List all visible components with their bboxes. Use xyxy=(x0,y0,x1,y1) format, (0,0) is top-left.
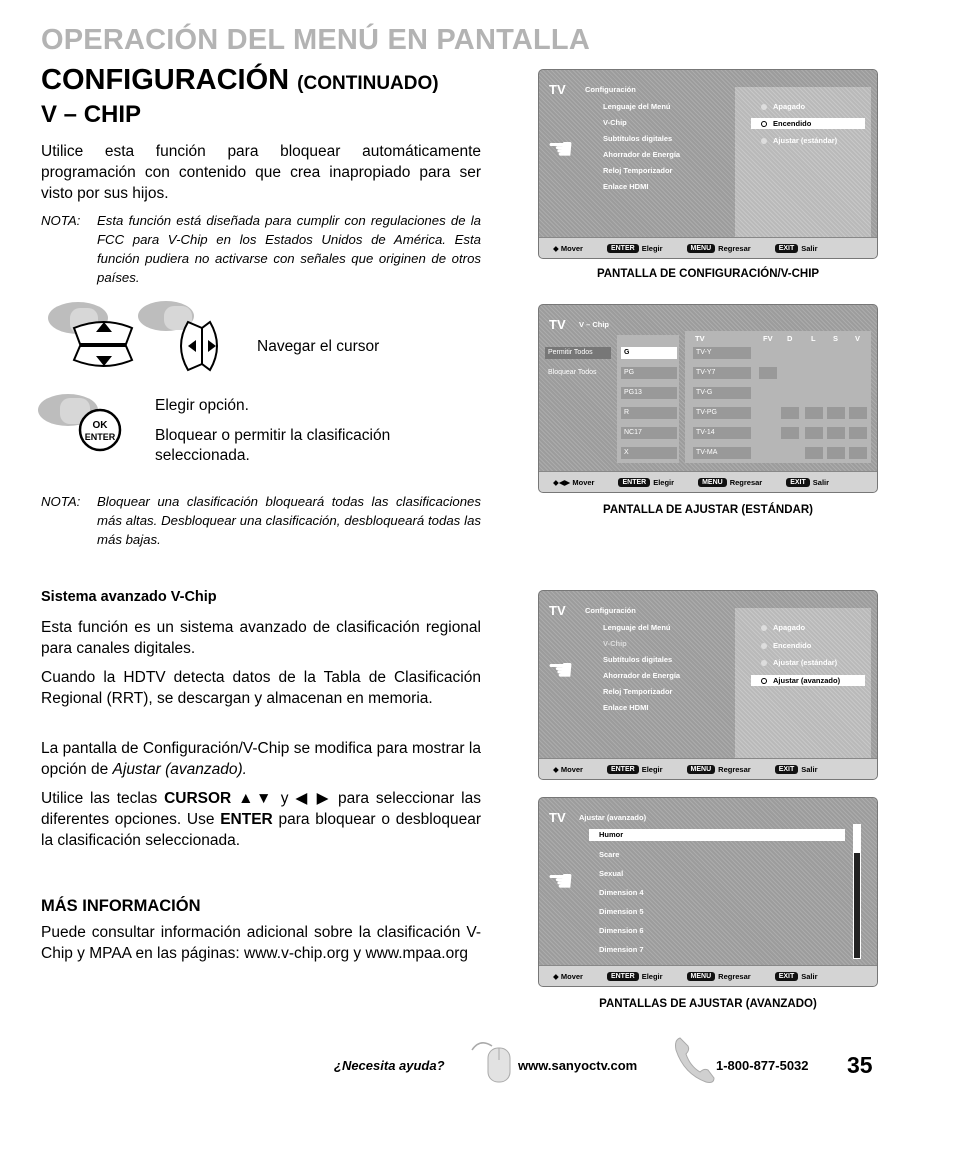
rating-tv-ma[interactable]: TV-MA xyxy=(693,447,751,459)
rating-tv-14[interactable]: TV-14 xyxy=(693,427,751,439)
elegir-text: Elegir opción. xyxy=(155,397,249,414)
footer-mover: Mover xyxy=(560,971,583,981)
footer-salir: Salir xyxy=(801,243,818,253)
radio-icon xyxy=(761,138,767,144)
menu-key: MENU xyxy=(687,244,716,253)
nota-2-text: Bloquear una clasificación bloqueará todas las clasificaciones más altas. Desbloquear una clasificación, desbloqueará todas las más bajas. xyxy=(97,494,481,547)
menu-item-ahorrador[interactable]: Ahorrador de Energía xyxy=(603,671,681,680)
option-ajustar-avanzado[interactable] xyxy=(751,675,865,686)
option-ajustar-estandar[interactable] xyxy=(761,136,837,145)
menu-item-vchip[interactable]: V-Chip xyxy=(603,118,627,127)
lock-icon[interactable] xyxy=(805,427,823,439)
nota-2 xyxy=(41,492,481,549)
enter-key: ENTER xyxy=(607,244,639,253)
enter-key: ENTER xyxy=(618,478,650,487)
updown-icon: ◆ xyxy=(553,971,561,981)
menu-item-ahorrador[interactable]: Ahorrador de Energía xyxy=(603,150,681,159)
mas-info-heading: MÁS INFORMACIÓN xyxy=(41,897,201,915)
config-title-text: CONFIGURACIÓN xyxy=(41,64,290,96)
footer-elegir: Elegir xyxy=(641,764,663,774)
rating-tv-pg[interactable]: TV-PG xyxy=(693,407,751,419)
col-l: L xyxy=(811,334,816,343)
navegar-text: Navegar el cursor xyxy=(257,338,380,355)
exit-key: EXIT xyxy=(775,244,799,253)
col-fv: FV xyxy=(763,334,773,343)
radio-selected-icon xyxy=(761,678,767,684)
option-label: Apagado xyxy=(773,623,806,632)
radio-icon xyxy=(761,643,767,649)
advanced-heading: Sistema avanzado V-Chip xyxy=(41,589,217,605)
menu-item-hdmi[interactable]: Enlace HDMI xyxy=(603,182,649,191)
menu-item-lenguaje[interactable]: Lenguaje del Menú xyxy=(603,102,671,111)
scrollbar[interactable] xyxy=(853,824,861,959)
dimension-6[interactable]: Dimension 6 xyxy=(599,926,644,935)
rating-tv-g[interactable]: TV-G xyxy=(693,387,751,399)
option-encendido[interactable] xyxy=(751,118,865,129)
nota-1-text: Esta función está diseñada para cumplir con regulaciones de la FCC para V-Chip en los Estados Unidos de América. Esta función pudiera no activarse con señales que originen de otros países. xyxy=(97,213,481,285)
updown-icon: ◆ xyxy=(553,764,561,774)
caption-config-vchip: PANTALLA DE CONFIGURACIÓN/V-CHIP xyxy=(596,268,820,280)
intro-paragraph: Utilice esta función para bloquear automáticamente programación con contenido que crea inapropiado para ser visto por sus hijos. xyxy=(41,143,481,202)
screen-title: Ajustar (avanzado) xyxy=(579,813,647,822)
option-ajustar-estandar[interactable] xyxy=(761,658,837,667)
menu-item-lenguaje[interactable]: Lenguaje del Menú xyxy=(603,623,671,632)
mas-info-text: Puede consultar información adicional sobre la clasificación V-Chip y MPAA en las páginas: www.v-chip.org y www.mpaa.org xyxy=(41,924,481,962)
advanced-p3-b: Ajustar (avanzado). xyxy=(112,761,247,778)
radio-icon xyxy=(761,660,767,666)
footer-regresar: Regresar xyxy=(718,243,751,253)
exit-key: EXIT xyxy=(775,972,799,981)
phone-number: 1-800-877-5032 xyxy=(716,1058,809,1073)
lock-icon[interactable] xyxy=(781,427,799,439)
option-label: Encendido xyxy=(773,641,812,650)
exit-key: EXIT xyxy=(775,765,799,774)
page-number: 35 xyxy=(847,1052,873,1078)
nota-1 xyxy=(41,211,481,287)
caption-vchip-standard: PANTALLA DE AJUSTAR (ESTÁNDAR) xyxy=(603,504,813,516)
menu-item-vchip[interactable]: V-Chip xyxy=(603,639,627,648)
footer-elegir: Elegir xyxy=(653,477,675,487)
col-d: D xyxy=(787,334,793,343)
radio-icon xyxy=(761,625,767,631)
dimension-4[interactable]: Dimension 4 xyxy=(599,888,644,897)
hand-menu-icon: ☚ xyxy=(547,865,574,898)
config-title xyxy=(41,64,439,97)
bloquear-text: Bloquear o permitir la clasificación seleccionada. xyxy=(155,427,391,464)
radio-selected-icon xyxy=(761,121,767,127)
footer-salir: Salir xyxy=(801,971,818,981)
dimension-humor[interactable]: Humor xyxy=(589,829,845,841)
exit-key: EXIT xyxy=(786,478,810,487)
advanced-p4-f: ENTER xyxy=(220,811,273,828)
updown-icon: ◆ xyxy=(553,243,561,253)
ok-key-label: OK xyxy=(92,420,108,431)
rating-g[interactable]: G xyxy=(621,347,677,359)
caption-advanced: PANTALLAS DE AJUSTAR (AVANZADO) xyxy=(599,998,817,1010)
col-tv: TV xyxy=(695,334,705,343)
advanced-p3 xyxy=(41,738,481,780)
rating-tv-y7[interactable]: TV-Y7 xyxy=(693,367,751,379)
lock-icon[interactable] xyxy=(849,407,867,419)
fv-cell[interactable] xyxy=(759,367,777,379)
dimension-sexual[interactable]: Sexual xyxy=(599,869,624,878)
screen-title: Configuración xyxy=(585,85,636,94)
advanced-p4 xyxy=(41,788,481,851)
advanced-p3-a: La pantalla de Configuración/V-Chip se modifica para mostrar la opción de xyxy=(41,740,481,778)
screen-footer xyxy=(539,758,877,779)
menu-key: MENU xyxy=(698,478,727,487)
footer-mover: Mover xyxy=(572,477,595,487)
advanced-p4-c: y xyxy=(273,790,296,807)
menu-item-reloj[interactable]: Reloj Temporizador xyxy=(603,166,673,175)
menu-key: MENU xyxy=(687,972,716,981)
screen-title: Configuración xyxy=(585,606,636,615)
advanced-p2: Cuando la HDTV detecta datos de la Tabla de Clasificación Regional (RRT), se descargan y almacenan en memoria. xyxy=(41,669,481,707)
advanced-p1: Esta función es un sistema avanzado de clasificación regional para canales digitales. xyxy=(41,619,481,657)
hand-menu-icon: ☚ xyxy=(547,133,574,166)
rating-pg13[interactable]: PG13 xyxy=(621,387,677,399)
hand-menu-icon: ☚ xyxy=(547,654,574,687)
enter-key: ENTER xyxy=(607,765,639,774)
advanced-p4-b: CURSOR ▲▼ xyxy=(164,790,274,807)
enter-key: ENTER xyxy=(607,972,639,981)
screen-footer xyxy=(539,237,877,258)
advanced-p4-a: Utilice las teclas xyxy=(41,790,165,807)
bloquear-todos-button[interactable]: Bloquear Todos xyxy=(548,369,597,376)
permitir-todos-button[interactable]: Permitir Todos xyxy=(545,347,611,359)
menu-item-hdmi[interactable]: Enlace HDMI xyxy=(603,703,649,712)
advanced-p4-e: para seleccionar las diferentes opciones. Use xyxy=(41,790,481,828)
footer-mover: Mover xyxy=(560,764,583,774)
col-s: S xyxy=(833,334,839,343)
lock-icon[interactable] xyxy=(849,447,867,459)
rating-r[interactable]: R xyxy=(621,407,677,419)
section-title: OPERACIÓN DEL MENÚ EN PANTALLA xyxy=(41,24,590,56)
cursor-keys-illustration xyxy=(36,298,236,380)
nota-1-label: NOTA: xyxy=(41,213,81,228)
lock-icon[interactable] xyxy=(827,427,845,439)
footer-elegir: Elegir xyxy=(641,243,663,253)
four-way-icon: ◆◀▶ xyxy=(553,477,573,487)
mouse-icon xyxy=(470,1036,514,1084)
lock-icon[interactable] xyxy=(805,447,823,459)
option-label: Apagado xyxy=(773,102,806,111)
radio-icon xyxy=(761,104,767,110)
dimension-scare[interactable]: Scare xyxy=(599,850,620,859)
screen-advanced-list xyxy=(538,797,878,987)
dimension-7[interactable]: Dimension 7 xyxy=(599,945,644,954)
footer-regresar: Regresar xyxy=(718,971,751,981)
option-label: Ajustar (estándar) xyxy=(773,658,838,667)
lock-icon[interactable] xyxy=(849,427,867,439)
rating-pg[interactable]: PG xyxy=(621,367,677,379)
rating-nc17[interactable]: NC17 xyxy=(621,427,677,439)
footer-salir: Salir xyxy=(801,764,818,774)
option-encendido[interactable] xyxy=(761,641,811,650)
tv-logo: TV xyxy=(549,82,566,97)
vchip-title: V – CHIP xyxy=(41,101,142,128)
menu-item-reloj[interactable]: Reloj Temporizador xyxy=(603,687,673,696)
config-title-suffix: (CONTINUADO) xyxy=(297,73,439,94)
option-label: Ajustar (estándar) xyxy=(773,136,838,145)
website-link[interactable]: www.sanyoctv.com xyxy=(518,1058,638,1073)
tv-logo: TV xyxy=(549,810,566,825)
footer-mover: Mover xyxy=(560,243,583,253)
tv-logo: TV xyxy=(549,603,566,618)
screen-footer xyxy=(539,965,877,986)
ok-enter-illustration xyxy=(34,388,124,452)
scrollbar-thumb[interactable] xyxy=(854,825,860,853)
lock-icon[interactable] xyxy=(805,407,823,419)
option-apagado[interactable] xyxy=(761,102,805,111)
menu-item-subtitulos[interactable]: Subtítulos digitales xyxy=(603,134,673,143)
footer-elegir: Elegir xyxy=(641,971,663,981)
screen-vchip-standard xyxy=(538,304,878,493)
lock-icon[interactable] xyxy=(827,447,845,459)
screen-title: V – Chip xyxy=(579,320,610,329)
screen-config-advanced xyxy=(538,590,878,780)
option-label: Ajustar (avanzado) xyxy=(773,676,841,685)
option-label: Encendido xyxy=(773,119,812,128)
screen-config-vchip xyxy=(538,69,878,259)
lock-icon[interactable] xyxy=(827,407,845,419)
phone-icon xyxy=(672,1034,716,1086)
rating-tv-y[interactable]: TV-Y xyxy=(693,347,751,359)
lock-icon[interactable] xyxy=(781,407,799,419)
enter-key-label: ENTER xyxy=(84,432,116,442)
col-v: V xyxy=(855,334,861,343)
footer-regresar: Regresar xyxy=(718,764,751,774)
option-apagado[interactable] xyxy=(761,623,805,632)
screen-footer xyxy=(539,471,877,492)
help-text: ¿Necesita ayuda? xyxy=(334,1058,445,1073)
footer-regresar: Regresar xyxy=(729,477,763,487)
menu-key: MENU xyxy=(687,765,716,774)
advanced-p4-d: ◀ ▶ xyxy=(295,790,332,807)
rating-x[interactable]: X xyxy=(621,447,677,459)
advanced-p4-g: para bloquear o desbloquear la clasificación seleccionada. xyxy=(41,811,482,849)
tv-logo: TV xyxy=(549,317,566,332)
nota-2-label: NOTA: xyxy=(41,494,81,509)
footer-salir: Salir xyxy=(812,477,830,487)
dimension-5[interactable]: Dimension 5 xyxy=(599,907,644,916)
menu-item-subtitulos[interactable]: Subtítulos digitales xyxy=(603,655,673,664)
